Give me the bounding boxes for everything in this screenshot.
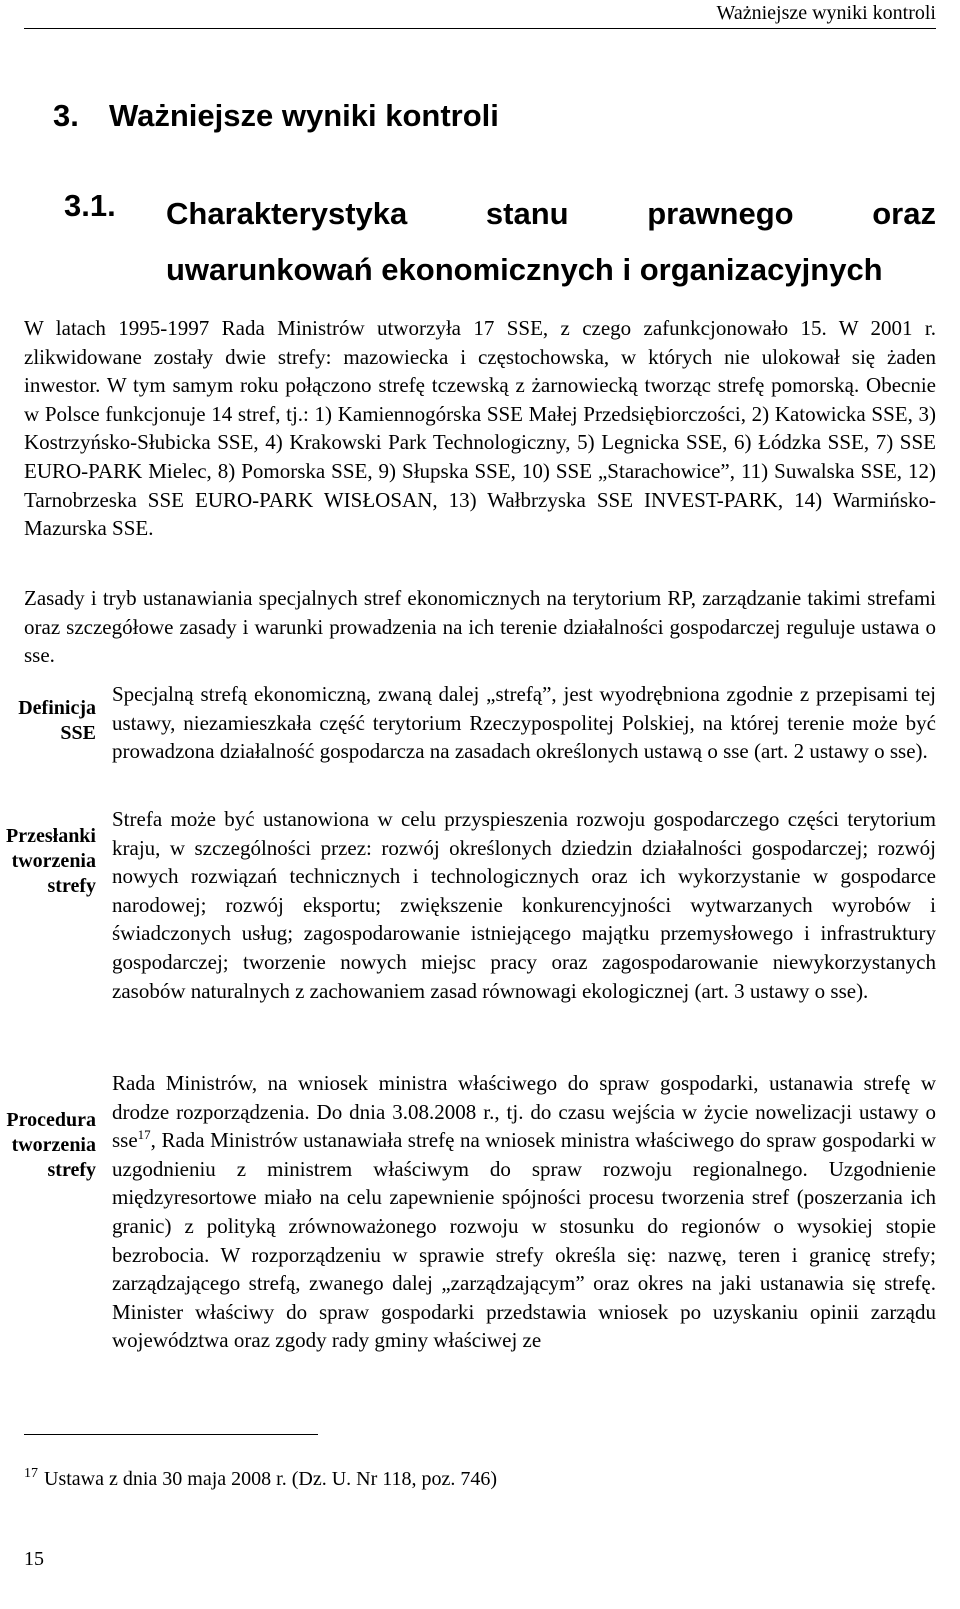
section-heading	[53, 96, 499, 136]
intro-paragraph: W latach 1995-1997 Rada Ministrów utworzyła 17 SSE, z czego zafunkcjonowało 15. W 2001 r. zlikwidowane zostały dwie strefy: mazowiecka i częstochowska, w których nie ulokował się żaden inwestor. W tym samym roku połączono strefę tczewską z żarnowiecką tworząc strefę pomorską. Obecnie w Polsce funkcjonuje 14 stref, tj.: 1) Kamiennogórska SSE Małej Przedsiębiorczości, 2) Katowicka SSE, 3) Kostrzyńsko-Słubicka SSE, 4) Krakowski Park Technologiczny, 5) Legnicka SSE, 6) Łódzka SSE, 7) SSE EURO-PARK Mielec, 8) Pomorska SSE, 9) Słupska SSE, 10) SSE „Starachowice”, 11) Suwalska SSE, 12) Tarnobrzeska SSE EURO-PARK WISŁOSAN, 13) Wałbrzyska SSE INVEST-PARK, 14) Warmińsko-Mazurska SSE.	[24, 316, 936, 541]
definicja-paragraph: Specjalną strefą ekonomiczną, zwaną dalej „strefą”, jest wyodrębniona zgodnie z przepisami tej ustawy, niezamieszkała część terytorium Rzeczypospolitej Polskiej, na której terenie może być prowadzona działalność gospodarcza na zasadach określonych ustawą o sse (art. 2 ustawy o sse).	[112, 682, 936, 764]
margin-note-line: Procedura	[6, 1109, 96, 1131]
przeslanki-paragraph: Strefa może być ustanowiona w celu przyspieszenia rozwoju gospodarczego części terytorium kraju, w szczególności przez: rozwój określonych dziedzin działalności gospodarczej; rozwój nowych rozwiązań technicznych i technologicznych oraz ich wykorzystanie w gospodarce narodowej; rozwój eksportu; zwiększenie konkurencyjności wytwarzanych wyrobów i świadczonych usług; zagospodarowanie istniejącego majątku przemysłowego i infrastruktury gospodarczej; tworzenie nowych miejsc pracy oraz zagospodarowanie niewykorzystanych zasobów naturalnych z zachowaniem zasad równowagi ekologicznej (art. 3 ustawy o sse).	[112, 807, 936, 1003]
subsection-title-line2: uwarunkowań ekonomicznych i organizacyjnych	[166, 252, 883, 287]
section-title: Ważniejsze wyniki kontroli	[109, 98, 499, 133]
margin-note-line: Przesłanki	[6, 825, 96, 847]
margin-note-line: Definicja	[18, 697, 96, 719]
procedura-paragraph	[112, 1069, 936, 1355]
margin-note-definicja	[0, 696, 96, 746]
margin-note-line: strefy	[47, 1159, 96, 1181]
margin-note-line: tworzenia	[11, 1134, 96, 1156]
margin-note-line: SSE	[60, 722, 96, 744]
subsection-title-line1: Charakterystyka stanu prawnego oraz	[166, 196, 936, 231]
footnote-mark: 17	[24, 1466, 38, 1482]
margin-note-przeslanki	[0, 824, 96, 899]
footnote-text: Ustawa z dnia 30 maja 2008 r. (Dz. U. Nr 118, poz. 746)	[44, 1468, 498, 1490]
subsection-title	[166, 186, 936, 298]
procedura-text-b: , Rada Ministrów ustanawiała strefę na wniosek ministra właściwego do spraw gospodarki w uzgodnieniu z ministrem właściwym do spraw rozwoju regionalnego. Uzgodnienie międzyresortowe miało na celu zapewnienie spójności procesu tworzenia stref (poszerzania ich granic) z polityką zrównoważonego rozwoju w stosunku do regionów o wysokiej stopie bezrobocia. W rozporządzeniu w sprawie strefy określa się: nazwę, teren i granicę strefy; zarządzającego strefą, zwanego dalej „zarządzającym” oraz okres na jaki ustanawia się strefę. Minister właściwy do spraw gospodarki przedstawia wniosek po uzyskaniu opinii zarządu województwa oraz zgody rady gminy właściwej ze	[112, 1128, 936, 1353]
margin-note-procedura	[0, 1108, 96, 1183]
running-header: Ważniejsze wyniki kontroli	[24, 0, 936, 29]
footnote	[24, 1466, 924, 1492]
footnote-reference[interactable]: 17	[137, 1127, 151, 1143]
page-number: 15	[24, 1548, 44, 1570]
subsection-number: 3.1.	[64, 188, 116, 223]
section-number: 3.	[53, 98, 79, 133]
margin-note-line: strefy	[47, 875, 96, 897]
procedura-text-a: Rada Ministrów, na wniosek ministra właściwego do spraw gospodarki, ustanawia strefę w drodze rozporządzenia. Do dnia 3.08.2008 r., tj. do czasu wejścia w życie nowelizacji ustawy o sse	[112, 1071, 936, 1153]
footnote-separator	[24, 1434, 318, 1435]
zasady-paragraph: Zasady i tryb ustanawiania specjalnych stref ekonomicznych na terytorium RP, zarządzanie takimi strefami oraz szczegółowe zasady i warunki prowadzenia na ich terenie działalności gospodarczej reguluje ustawa o sse.	[24, 586, 936, 668]
margin-note-line: tworzenia	[11, 850, 96, 872]
